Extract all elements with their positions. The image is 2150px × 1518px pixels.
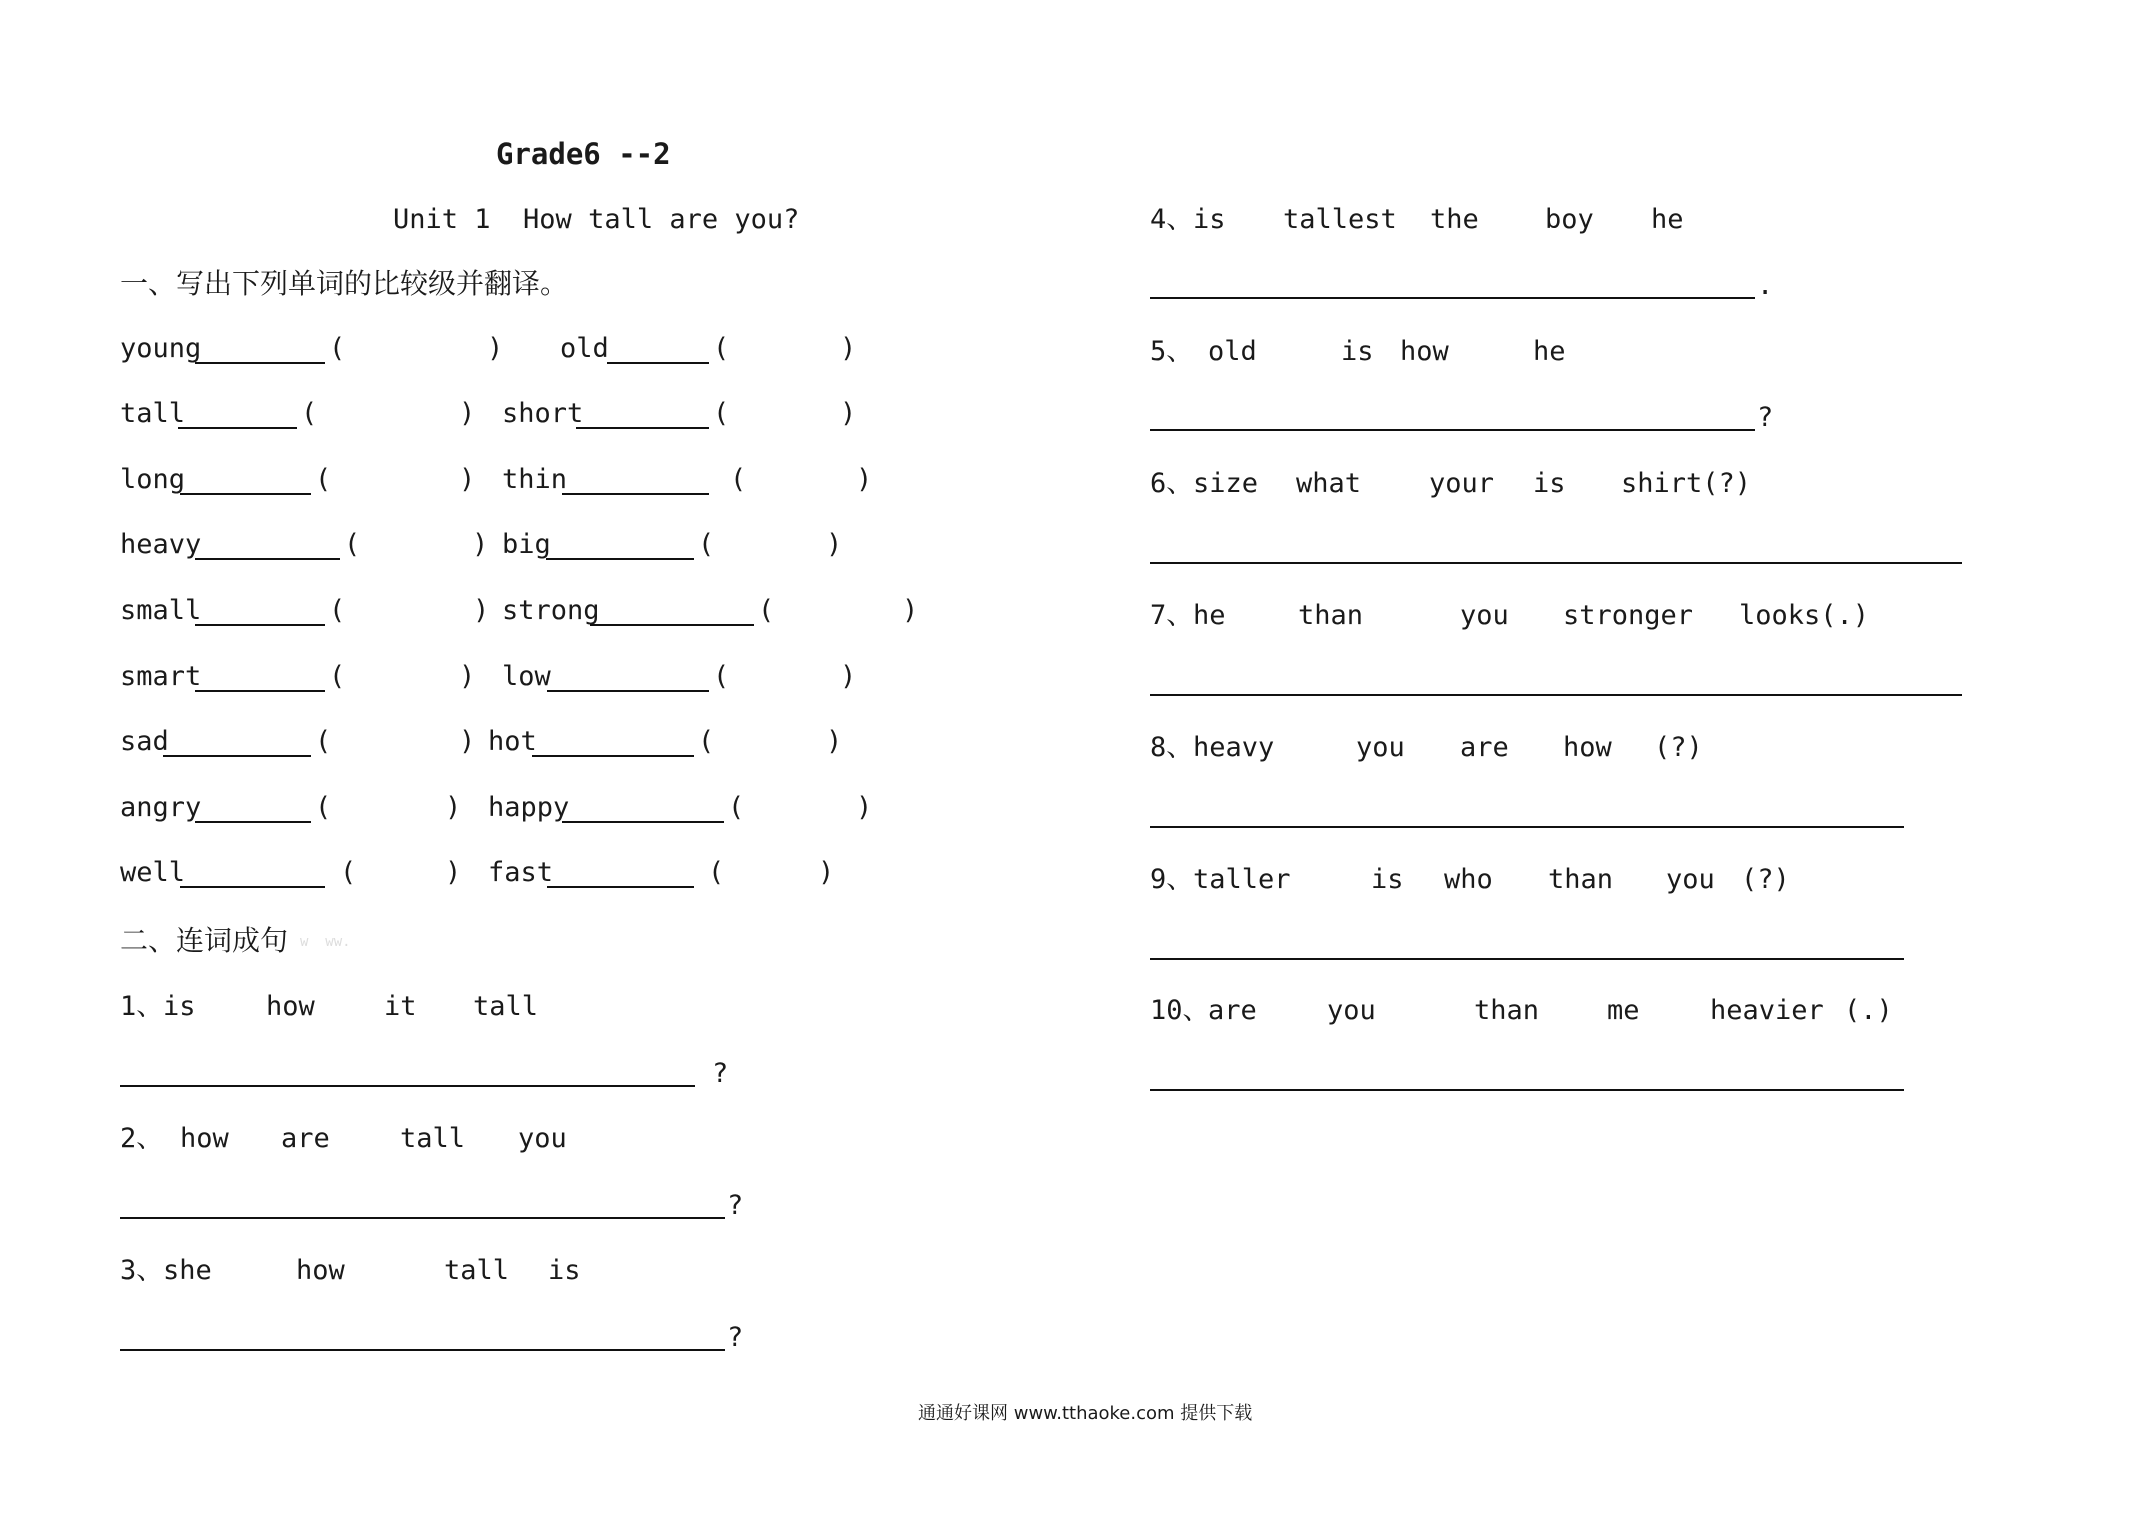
translation-open-paren: ( xyxy=(698,529,715,560)
question-number: 2、 xyxy=(120,1123,164,1154)
scrambled-word: are xyxy=(1460,732,1509,763)
scrambled-word: than xyxy=(1474,995,1540,1026)
answer-end-punctuation: ? xyxy=(1757,402,1774,433)
scrambled-word: he xyxy=(1193,600,1226,631)
translation-open-paren: ( xyxy=(329,661,346,692)
translation-open-paren: ( xyxy=(344,529,361,560)
scrambled-word: are xyxy=(281,1123,330,1154)
comparative-blank-line[interactable] xyxy=(547,886,694,888)
translation-close-paren: ) xyxy=(473,595,490,626)
translation-open-paren: ( xyxy=(340,857,357,888)
answer-blank-line[interactable] xyxy=(1150,562,1962,564)
translation-open-paren: ( xyxy=(713,661,730,692)
translation-close-paren: ) xyxy=(840,661,857,692)
scrambled-word: how xyxy=(1563,732,1612,763)
comparative-blank-line[interactable] xyxy=(562,821,724,823)
translation-open-paren: ( xyxy=(713,333,730,364)
comparative-blank-line[interactable] xyxy=(178,427,297,429)
scrambled-word: is xyxy=(163,991,196,1022)
answer-blank-line[interactable] xyxy=(1150,958,1904,960)
question-number: 8、 xyxy=(1150,732,1194,763)
translation-close-paren: ) xyxy=(445,792,462,823)
word-label: happy xyxy=(488,792,570,823)
answer-blank-line[interactable] xyxy=(1150,1089,1904,1091)
translation-close-paren: ) xyxy=(818,857,835,888)
scrambled-word: (?) xyxy=(1741,864,1790,895)
translation-close-paren: ) xyxy=(856,464,873,495)
scrambled-word: how xyxy=(296,1255,345,1286)
answer-blank-line[interactable] xyxy=(1150,297,1755,299)
comparative-blank-line[interactable] xyxy=(546,558,694,560)
scrambled-word: it xyxy=(384,991,417,1022)
translation-close-paren: ) xyxy=(840,333,857,364)
translation-close-paren: ) xyxy=(459,464,476,495)
translation-close-paren: ) xyxy=(487,333,504,364)
comparative-blank-line[interactable] xyxy=(163,755,311,757)
question-number: 5、 xyxy=(1150,336,1194,367)
comparative-blank-line[interactable] xyxy=(195,558,340,560)
question-number: 6、 xyxy=(1150,468,1194,499)
word-label: old xyxy=(560,333,609,364)
comparative-blank-line[interactable] xyxy=(547,690,709,692)
translation-open-paren: ( xyxy=(730,464,747,495)
answer-end-punctuation: . xyxy=(1757,270,1774,301)
comparative-blank-line[interactable] xyxy=(562,493,709,495)
answer-blank-line[interactable] xyxy=(120,1349,725,1351)
scrambled-word: me xyxy=(1607,995,1640,1026)
scrambled-word: is xyxy=(1193,204,1226,235)
answer-blank-line[interactable] xyxy=(120,1217,725,1219)
scrambled-word: is xyxy=(548,1255,581,1286)
word-label: long xyxy=(120,464,186,495)
scrambled-word: tallest xyxy=(1283,204,1397,235)
translation-open-paren: ( xyxy=(315,726,332,757)
word-label: big xyxy=(502,529,551,560)
scrambled-word: looks(.) xyxy=(1739,600,1870,631)
translation-open-paren: ( xyxy=(728,792,745,823)
translation-open-paren: ( xyxy=(713,398,730,429)
translation-close-paren: ) xyxy=(472,529,489,560)
scrambled-word: than xyxy=(1548,864,1614,895)
comparative-blank-line[interactable] xyxy=(195,821,311,823)
scrambled-word: than xyxy=(1298,600,1364,631)
comparative-blank-line[interactable] xyxy=(180,493,311,495)
comparative-blank-line[interactable] xyxy=(180,886,325,888)
scrambled-word: is xyxy=(1341,336,1374,367)
word-label: strong xyxy=(502,595,600,626)
scrambled-word: is xyxy=(1371,864,1404,895)
scrambled-word: your xyxy=(1429,468,1495,499)
translation-close-paren: ) xyxy=(459,726,476,757)
question-number: 4、 xyxy=(1150,204,1194,235)
scrambled-word: what xyxy=(1296,468,1362,499)
scrambled-word: you xyxy=(1666,864,1715,895)
scrambled-word: he xyxy=(1533,336,1566,367)
worksheet-title: Grade6 --2 xyxy=(496,137,671,171)
comparative-blank-line[interactable] xyxy=(532,755,694,757)
word-label: fast xyxy=(488,857,554,888)
translation-open-paren: ( xyxy=(315,464,332,495)
comparative-blank-line[interactable] xyxy=(195,362,325,364)
scrambled-word: boy xyxy=(1545,204,1594,235)
question-number: 7、 xyxy=(1150,600,1194,631)
translation-close-paren: ) xyxy=(459,398,476,429)
scrambled-word: tall xyxy=(473,991,539,1022)
answer-blank-line[interactable] xyxy=(1150,429,1755,431)
word-label: small xyxy=(120,595,202,626)
watermark-text: w ww. xyxy=(300,934,351,950)
translation-close-paren: ) xyxy=(856,792,873,823)
scrambled-word: tall xyxy=(444,1255,510,1286)
word-label: heavy xyxy=(120,529,202,560)
translation-open-paren: ( xyxy=(329,595,346,626)
scrambled-word: you xyxy=(1460,600,1509,631)
scrambled-word: the xyxy=(1430,204,1479,235)
word-label: angry xyxy=(120,792,202,823)
word-label: tall xyxy=(120,398,186,429)
word-label: thin xyxy=(502,464,568,495)
word-label: hot xyxy=(488,726,537,757)
comparative-blank-line[interactable] xyxy=(195,690,325,692)
comparative-blank-line[interactable] xyxy=(576,427,709,429)
scrambled-word: heavier xyxy=(1710,995,1824,1026)
scrambled-word: he xyxy=(1651,204,1684,235)
translation-close-paren: ) xyxy=(445,857,462,888)
scrambled-word: is xyxy=(1533,468,1566,499)
question-number: 10、 xyxy=(1150,995,1210,1026)
question-number: 1、 xyxy=(120,991,164,1022)
scrambled-word: you xyxy=(518,1123,567,1154)
word-label: young xyxy=(120,333,202,364)
scrambled-word: how xyxy=(180,1123,229,1154)
translation-open-paren: ( xyxy=(315,792,332,823)
scrambled-word: taller xyxy=(1193,864,1291,895)
scrambled-word: are xyxy=(1208,995,1257,1026)
scrambled-word: how xyxy=(1400,336,1449,367)
scrambled-word: (?) xyxy=(1654,732,1703,763)
answer-blank-line[interactable] xyxy=(1150,826,1904,828)
scrambled-word: tall xyxy=(400,1123,466,1154)
answer-end-punctuation: ? xyxy=(712,1058,729,1089)
comparative-blank-line[interactable] xyxy=(590,624,754,626)
scrambled-word: size xyxy=(1193,468,1259,499)
section2-heading: 二、连词成句 xyxy=(120,924,289,957)
scrambled-word: (.) xyxy=(1844,995,1893,1026)
word-label: smart xyxy=(120,661,202,692)
answer-blank-line[interactable] xyxy=(120,1085,695,1087)
scrambled-word: who xyxy=(1444,864,1493,895)
translation-close-paren: ) xyxy=(902,595,919,626)
translation-close-paren: ) xyxy=(840,398,857,429)
comparative-blank-line[interactable] xyxy=(607,362,709,364)
translation-close-paren: ) xyxy=(459,661,476,692)
translation-close-paren: ) xyxy=(826,529,843,560)
scrambled-word: she xyxy=(163,1255,212,1286)
scrambled-word: stronger xyxy=(1563,600,1694,631)
translation-open-paren: ( xyxy=(329,333,346,364)
word-label: short xyxy=(502,398,584,429)
answer-end-punctuation: ? xyxy=(727,1190,744,1221)
question-number: 9、 xyxy=(1150,864,1194,895)
scrambled-word: shirt(?) xyxy=(1621,468,1752,499)
footer-credit: 通通好课网 www.tthaoke.com 提供下载 xyxy=(918,1403,1253,1424)
section1-heading: 一、写出下列单词的比较级并翻译。 xyxy=(120,267,569,300)
scrambled-word: you xyxy=(1327,995,1376,1026)
scrambled-word: heavy xyxy=(1193,732,1275,763)
unit-subtitle: Unit 1 How tall are you? xyxy=(393,204,800,235)
scrambled-word: old xyxy=(1208,336,1257,367)
translation-open-paren: ( xyxy=(698,726,715,757)
answer-blank-line[interactable] xyxy=(1150,694,1962,696)
question-number: 3、 xyxy=(120,1255,164,1286)
translation-open-paren: ( xyxy=(758,595,775,626)
word-label: low xyxy=(502,661,551,692)
word-label: well xyxy=(120,857,186,888)
translation-close-paren: ) xyxy=(826,726,843,757)
comparative-blank-line[interactable] xyxy=(195,624,325,626)
word-label: sad xyxy=(120,726,169,757)
translation-open-paren: ( xyxy=(301,398,318,429)
answer-end-punctuation: ? xyxy=(727,1322,744,1353)
scrambled-word: you xyxy=(1356,732,1405,763)
translation-open-paren: ( xyxy=(708,857,725,888)
scrambled-word: how xyxy=(266,991,315,1022)
